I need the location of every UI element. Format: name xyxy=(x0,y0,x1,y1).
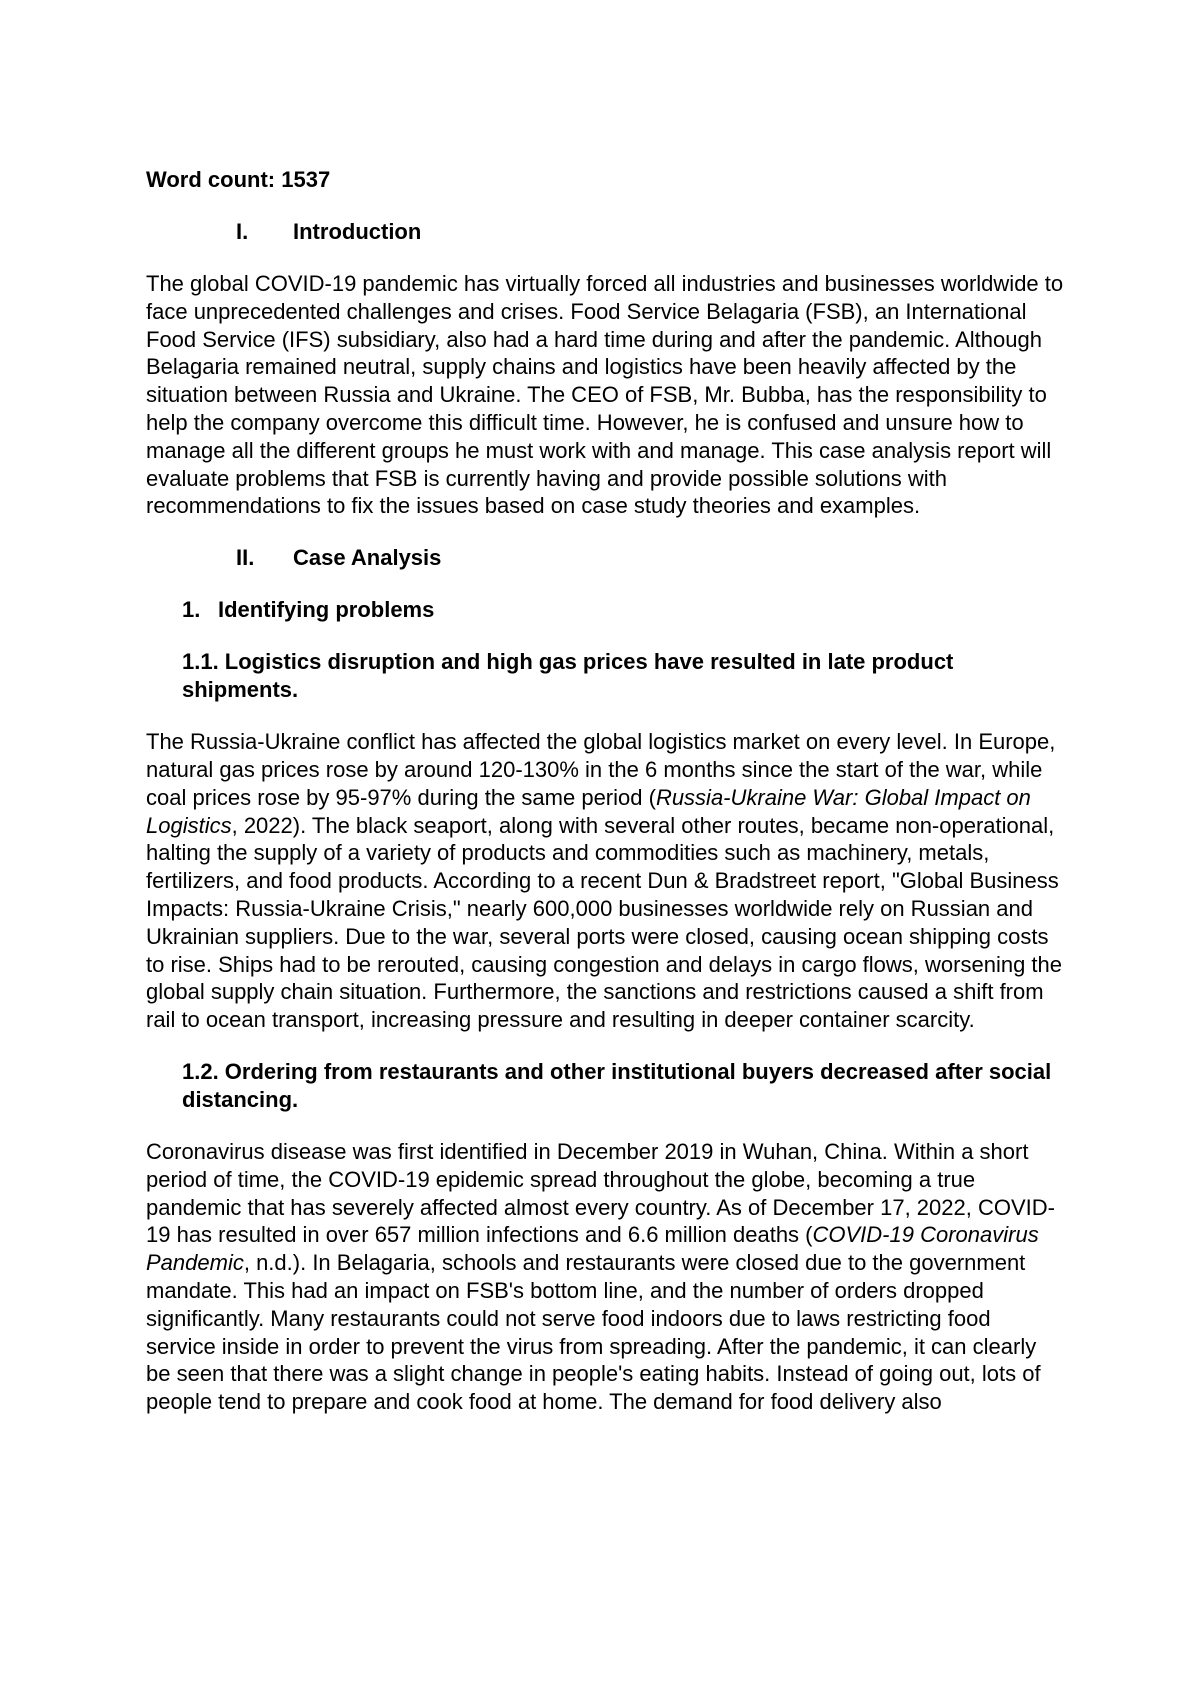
section-numeral: I. xyxy=(236,219,249,244)
citation-title: Russia-Ukraine War: Global Impact on Logistics xyxy=(146,784,1031,838)
subheading-ordering-decreased: 1.2. Ordering from restaurants and other institutional buyers decreased after social distancing. xyxy=(182,1058,1052,1112)
word-count: Word count: 1537 xyxy=(146,167,331,192)
logistics-paragraph xyxy=(146,728,1066,1034)
covid-paragraph xyxy=(146,1138,1066,1416)
paragraph-text: , n.d.). In Belagaria, schools and restaurants were closed due to the government mandate. This had an impact on FSB's bottom line, and the number of orders dropped significantly. Many restaurants could not serve food indoors due to laws restricting food service inside in order to prevent the virus from spreading. After the pandemic, it can clearly be seen that there was a slight change in people's eating habits. Instead of going out, lots of people tend to prepare and cook food at home. The demand for food delivery also xyxy=(146,1250,1041,1415)
section-heading-introduction xyxy=(146,218,1066,246)
section-title: Introduction xyxy=(293,219,422,244)
subheading-logistics-disruption: 1.1. Logistics disruption and high gas prices have resulted in late product shipments. xyxy=(182,649,954,703)
section-numeral: II. xyxy=(236,545,255,571)
subheading-title: Identifying problems xyxy=(218,597,435,623)
section-heading-case-analysis xyxy=(146,544,1066,572)
section-title: Case Analysis xyxy=(293,545,442,571)
paragraph-text: , 2022). The black seaport, along with several other routes, became non-operational, halting the supply of a variety of products and commodities such as machinery, metals, fertilizers, and food products. According to a recent Dun & Bradstreet report, "Global Business Impacts: Russia-Ukraine Crisis," nearly 600,000 businesses worldwide rely on Russian and Ukrainian suppliers. Due to the war, several ports were closed, causing ocean shipping costs to rise. Ships had to be rerouted, causing congestion and delays in cargo flows, worsening the global supply chain situation. Furthermore, the sanctions and restrictions caused a shift from rail to ocean transport, increasing pressure and resulting in deeper container scarcity. xyxy=(146,812,1062,1033)
document-page xyxy=(146,166,1066,1440)
paragraph-text: Coronavirus disease was first identified in December 2019 in Wuhan, China. Within a short period of time, the COVID-19 epidemic spread throughout the globe, becoming a true pandemic that has severely affected almost every country. As of December 17, 2022, COVID-19 has resulted in over 657 million infections and 6.6 million deaths ( xyxy=(146,1138,1055,1248)
citation-title: COVID-19 Coronavirus Pandemic xyxy=(146,1222,1039,1276)
paragraph-text: The Russia-Ukraine conflict has affected the global logistics market on every level. In Europe, natural gas prices rose by around 120-130% in the 6 months since the start of the war, while coal prices rose by 95-97% during the same period ( xyxy=(146,729,1056,810)
subheading-identifying-problems xyxy=(182,596,1066,624)
subheading-number: 1. xyxy=(182,597,201,623)
intro-paragraph: The global COVID-19 pandemic has virtually forced all industries and businesses worldwide to face unprecedented challenges and crises. Food Service Belagaria (FSB), an International Food Service (IFS) subsidiary, also had a hard time during and after the pandemic. Although Belagaria remained neutral, supply chains and logistics have been heavily affected by the situation between Russia and Ukraine. The CEO of FSB, Mr. Bubba, has the responsibility to help the company overcome this difficult time. However, he is confused and unsure how to manage all the different groups he must work with and manage. This case analysis report will evaluate problems that FSB is currently having and provide possible solutions with recommendations to fix the issues based on case study theories and examples. xyxy=(146,271,1064,519)
